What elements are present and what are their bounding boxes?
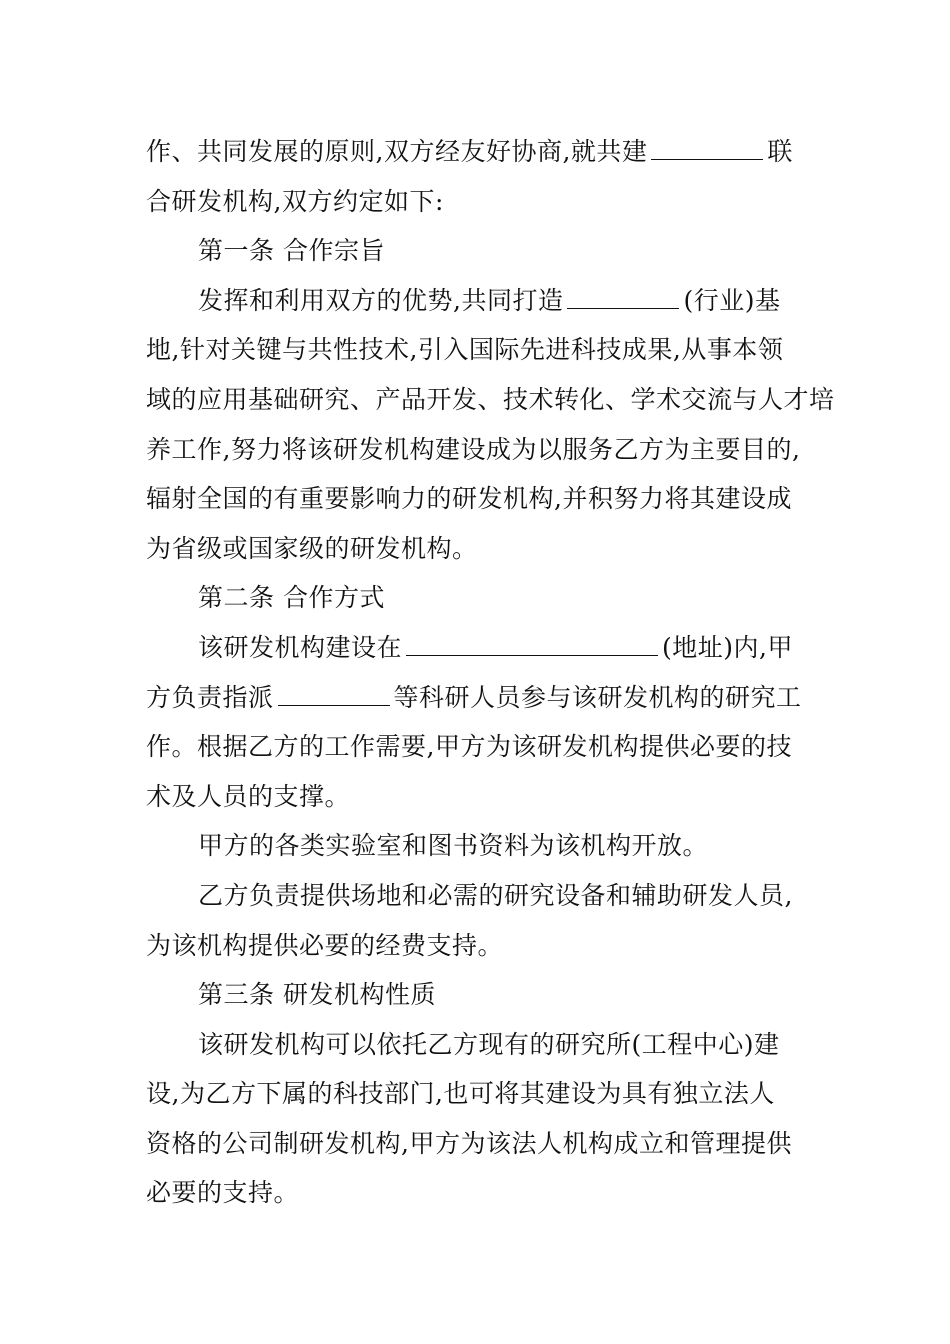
text-line: 合研发机构,双方约定如下: (146, 186, 444, 216)
text-line: 地,针对关键与共性技术,引入国际先进科技成果,从事本领 (146, 335, 784, 365)
text-line: 资格的公司制研发机构,甲方为该法人机构成立和管理提供 (146, 1128, 792, 1158)
text-line: 必要的支持。 (146, 1178, 300, 1208)
text-line: 甲方的各类实验室和图书资料为该机构开放。 (198, 831, 709, 861)
text-line: 为该机构提供必要的经费支持。 (146, 930, 504, 960)
text-line: 方负责指派 等科研人员参与该研发机构的研究工 (146, 682, 802, 712)
fill-in-blank[interactable] (406, 631, 658, 656)
text-line: 辐射全国的有重要影响力的研发机构,并积努力将其建设成 (146, 484, 792, 514)
contract-body (146, 127, 835, 1218)
fill-in-blank[interactable] (278, 681, 390, 706)
text-line: 该研发机构建设在 (地址)内,甲 (198, 632, 793, 662)
text-line: 术及人员的支撑。 (146, 781, 351, 811)
text-line: 发挥和利用双方的优势,共同打造 (行业)基 (198, 285, 781, 315)
text-line: 设,为乙方下属的科技部门,也可将其建设为具有独立法人 (146, 1079, 775, 1109)
text-line: 乙方负责提供场地和必需的研究设备和辅助研发人员, (198, 880, 793, 910)
text-line: 域的应用基础研究、产品开发、技术转化、学术交流与人才培 (146, 384, 835, 414)
article-heading-3: 第三条 研发机构性质 (198, 980, 436, 1010)
text-line: 该研发机构可以依托乙方现有的研究所(工程中心)建 (198, 1029, 780, 1059)
article-heading-2: 第二条 合作方式 (198, 583, 385, 613)
fill-in-blank[interactable] (567, 284, 679, 309)
fill-in-blank[interactable] (651, 135, 763, 160)
text-line: 养工作,努力将该研发机构建设成为以服务乙方为主要目的, (146, 434, 801, 464)
article-heading-1: 第一条 合作宗旨 (198, 236, 385, 266)
text-line: 为省级或国家级的研发机构。 (146, 533, 478, 563)
text-line: 作、共同发展的原则,双方经友好协商,就共建 联 (146, 137, 793, 166)
text-line: 作。根据乙方的工作需要,甲方为该研发机构提供必要的技 (146, 732, 792, 762)
